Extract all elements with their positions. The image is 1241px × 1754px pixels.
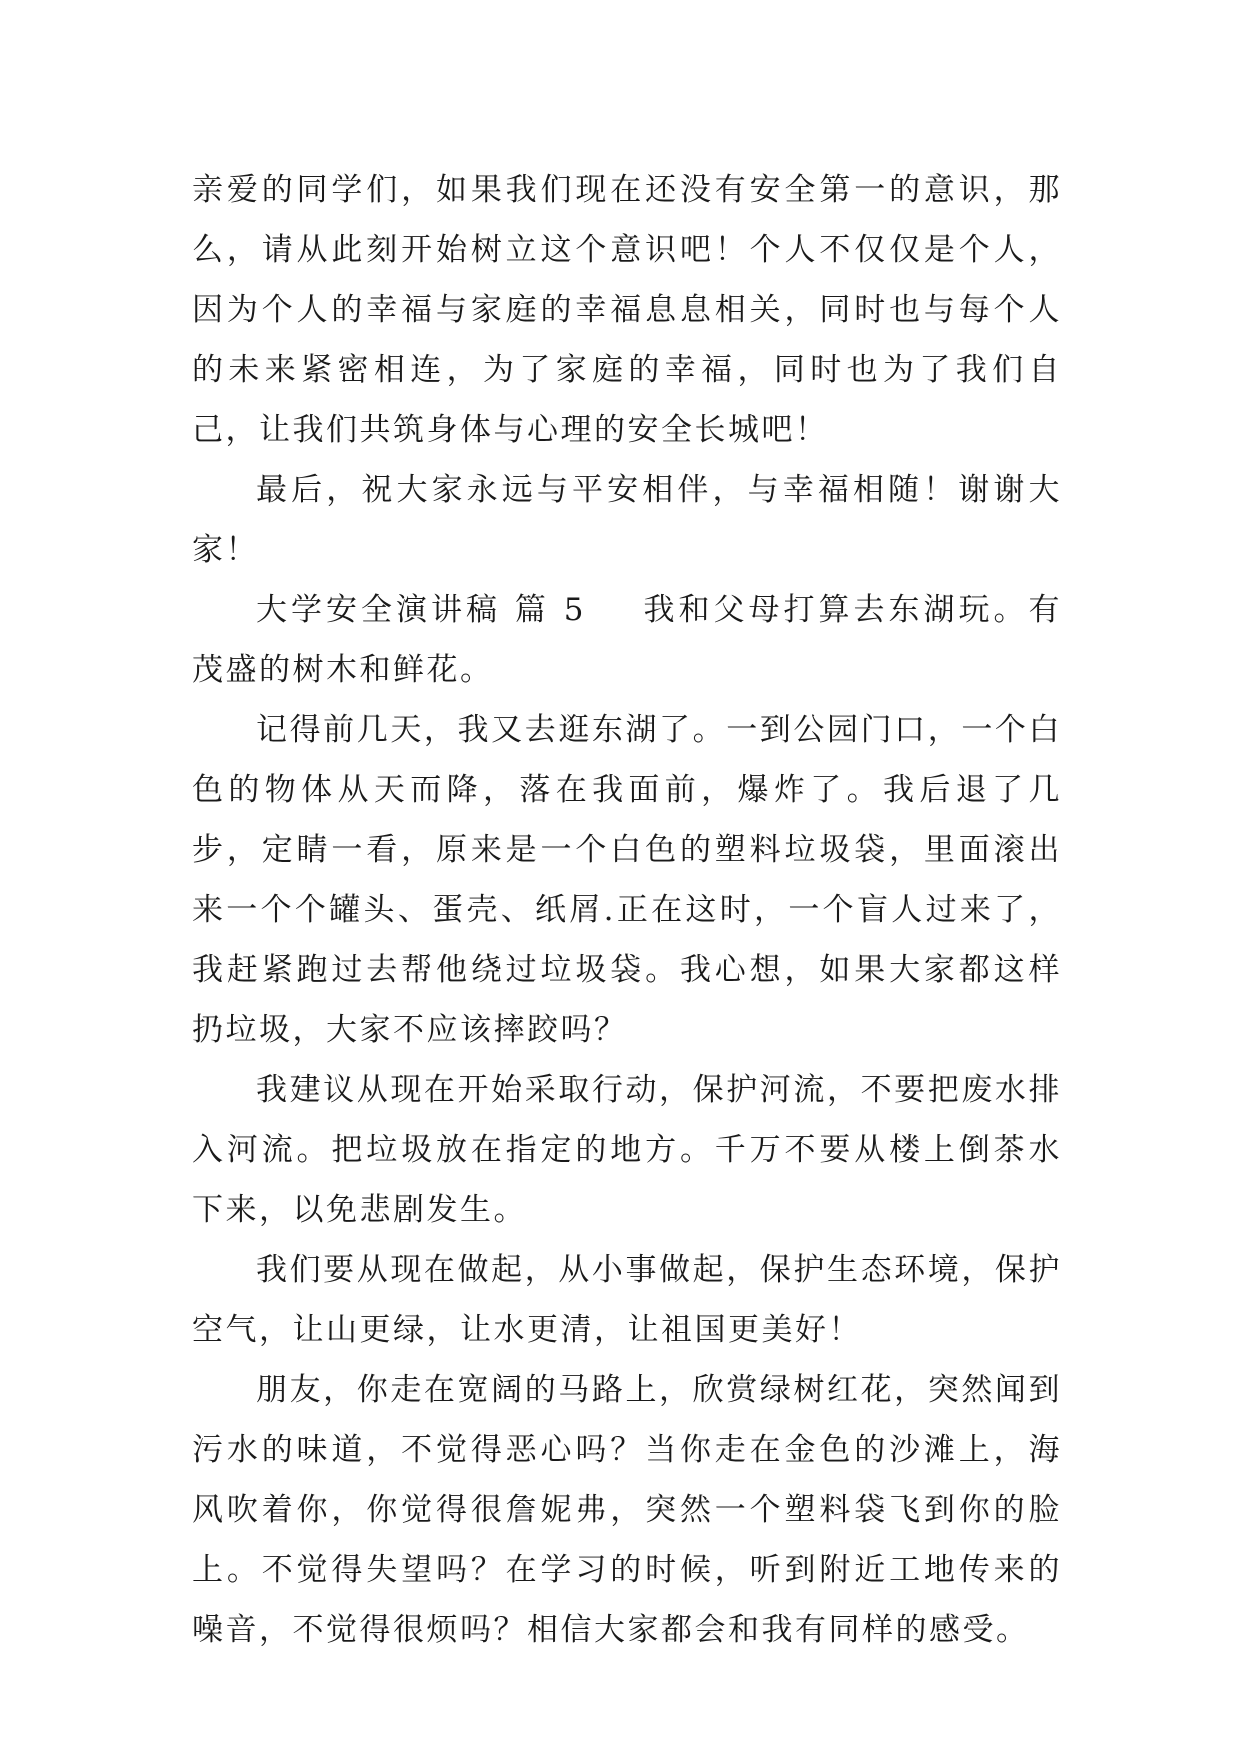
paragraph-action: 我们要从现在做起，从小事做起，保护生态环境，保护空气，让山更绿，让水更清，让祖国更美好！: [192, 1252, 1062, 1348]
section-intro-text: 我和父母打算去东湖玩。有茂盛的树木和鲜花。: [192, 592, 1063, 688]
section-number: 篇 5: [514, 592, 586, 628]
document-page: [192, 160, 1062, 1660]
paragraph-safety-awareness: 亲爱的同学们，如果我们现在还没有安全第一的意识，那么，请从此刻开始树立这个意识吧！个人不仅仅是个人，因为个人的幸福与家庭的幸福息息相关，同时也与每个人的未来紧密相连，为了家庭的幸福，同时也为了我们自己，让我们共筑身体与心理的安全长城吧！: [192, 172, 1062, 448]
paragraph-suggestion: 我建议从现在开始采取行动，保护河流，不要把废水排入河流。把垃圾放在指定的地方。千万不要从楼上倒茶水下来，以免悲剧发生。: [192, 1072, 1062, 1228]
section-title: 大学安全演讲稿: [256, 592, 502, 628]
paragraph-friends: 朋友，你走在宽阔的马路上，欣赏绿树红花，突然闻到污水的味道，不觉得恶心吗？当你走在金色的沙滩上，海风吹着你，你觉得很詹妮弗，突然一个塑料袋飞到你的脸上。不觉得失望吗？在学习的时候，听到附近工地传来的噪音，不觉得很烦吗？相信大家都会和我有同样的感受。: [192, 1372, 1062, 1648]
paragraph-closing: 最后，祝大家永远与平安相伴，与幸福相随！谢谢大家！: [192, 472, 1062, 568]
paragraph-east-lake: 记得前几天，我又去逛东湖了。一到公园门口，一个白色的物体从天而降，落在我面前，爆炸了。我后退了几步，定睛一看，原来是一个白色的塑料垃圾袋，里面滚出来一个个罐头、蛋壳、纸屑.正在这时，一个盲人过来了，我赶紧跑过去帮他绕过垃圾袋。我心想，如果大家都这样扔垃圾，大家不应该摔跤吗？: [192, 712, 1062, 1048]
section-heading-paragraph: [192, 580, 1062, 700]
